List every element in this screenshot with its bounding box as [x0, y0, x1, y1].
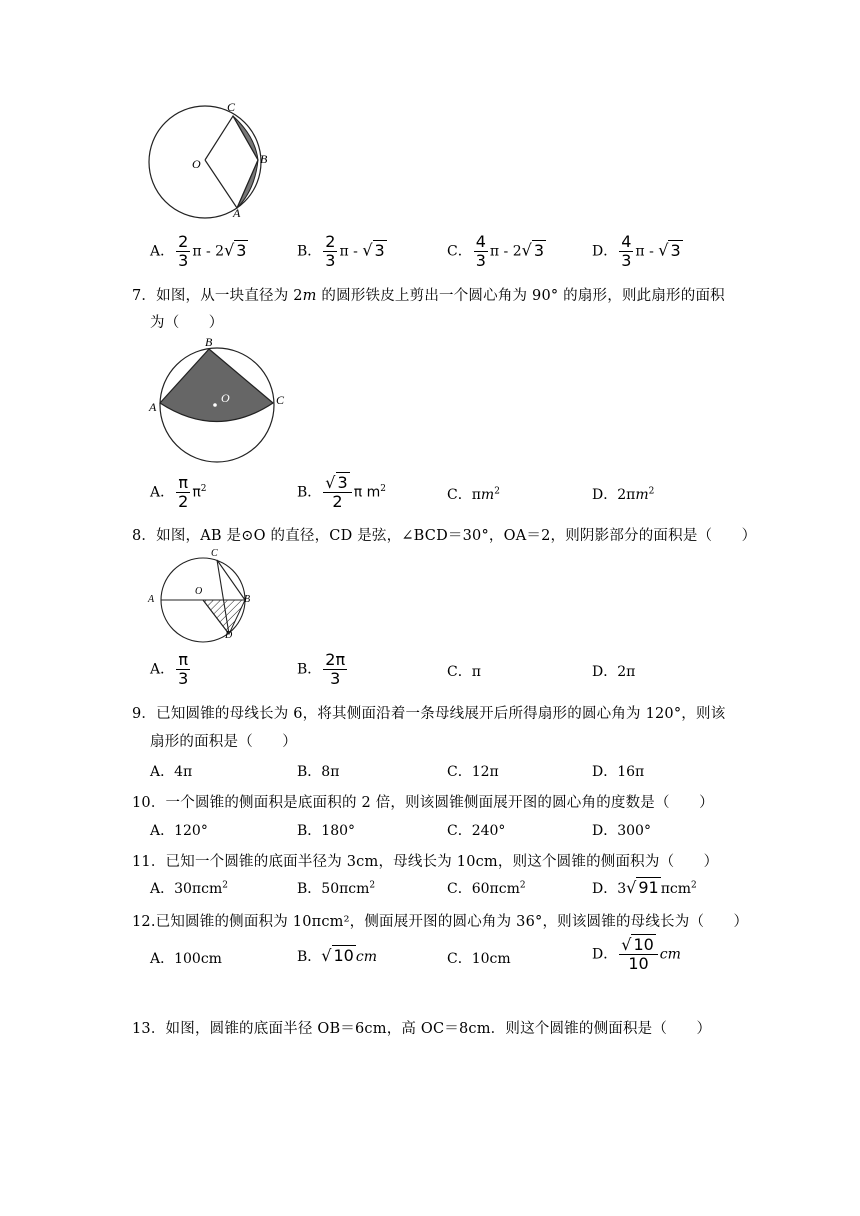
q8-option-d[interactable]: D．2π: [592, 664, 636, 680]
q6-options: [150, 233, 730, 273]
q10-option-a[interactable]: A．120°: [150, 823, 208, 839]
q7-stem-line2: 为（ ）: [150, 315, 224, 331]
q9-option-d[interactable]: D．16π: [592, 764, 645, 780]
fraction: $\frac{2}{3}$: [178, 232, 189, 270]
q8-option-c[interactable]: C．π: [447, 664, 481, 680]
fraction: $\frac{2\pi}{3}$: [325, 650, 346, 688]
q9-option-a[interactable]: A．4π: [150, 764, 193, 780]
q11-option-b[interactable]: B．50πcm$^2$: [297, 880, 376, 897]
q6-option-b[interactable]: B． $\frac{2}{3}$ π - √ 3: [297, 232, 385, 270]
label-c: C: [227, 100, 236, 114]
q10-options: [150, 820, 730, 840]
label-d: D: [225, 630, 233, 641]
q9-stem-line1: 9．已知圆锥的母线长为 6，将其侧面沿着一条母线展开后所得扇形的圆心角为 120°，则该: [132, 706, 726, 722]
q13-stem: 13．如图，圆锥的底面半径 OB＝6cm，高 OC＝8cm．则这个圆锥的侧面积是（ ）: [132, 1021, 712, 1037]
q6-figure: [145, 100, 280, 222]
q8-figure: [145, 548, 260, 648]
fraction: $\frac{2}{3}$: [325, 232, 336, 270]
q11-option-d[interactable]: D．3√ 91 πcm$^2$: [592, 878, 697, 897]
q12-option-c[interactable]: C．10cm: [447, 951, 511, 967]
q6-option-d[interactable]: D． $\frac{4}{3}$ π - √ 3: [592, 232, 681, 270]
q12-option-a[interactable]: A．100cm: [150, 951, 222, 967]
q9-option-c[interactable]: C．12π: [447, 764, 499, 780]
label-b: B: [244, 594, 251, 605]
fraction: $\frac{√ 3}{2}$: [323, 474, 351, 511]
q12-options: [150, 936, 730, 982]
q7-options: [150, 474, 730, 514]
fraction: $\frac{4}{3}$: [621, 232, 632, 270]
q7-figure: [145, 335, 295, 465]
fraction: $\frac{4}{3}$: [475, 232, 486, 270]
label-b: B: [260, 152, 268, 166]
label-o: O: [192, 157, 201, 171]
label-o: O: [195, 586, 203, 597]
q7-option-d[interactable]: D．$2\pi m^2$: [592, 486, 655, 503]
q12-option-b[interactable]: B．√ 10 cm: [297, 946, 377, 965]
fraction: $\frac{\pi}{2}$: [178, 473, 189, 511]
q10-option-d[interactable]: D．300°: [592, 823, 651, 839]
q8-options: [150, 651, 730, 691]
q8-option-a[interactable]: A． $\frac{\pi}{3}$: [150, 650, 189, 688]
label-o: O: [221, 391, 230, 405]
q11-option-c[interactable]: C．60πcm$^2$: [447, 880, 526, 897]
q10-option-c[interactable]: C．240°: [447, 823, 506, 839]
label-a: A: [148, 594, 155, 605]
q7-stem-line1: 7．如图，从一块直径为 2m 的圆形铁皮上剪出一个圆心角为 90° 的扇形，则此扇形的面积: [132, 288, 725, 304]
q7-option-a[interactable]: A． $\frac{\pi}{2}$ $\pi^2$: [150, 473, 207, 511]
label-c: C: [276, 393, 285, 407]
q11-option-a[interactable]: A．30πcm$^2$: [150, 880, 228, 897]
q9-option-b[interactable]: B．8π: [297, 764, 340, 780]
label-a: A: [149, 400, 157, 414]
q11-stem: 11．已知一个圆锥的底面半径为 3cm，母线长为 10cm，则这个圆锥的侧面积为（ ）: [132, 854, 719, 870]
q9-options: [150, 761, 730, 781]
q7-option-b[interactable]: B． $\frac{√ 3}{2}$ π $m^2$: [297, 473, 386, 511]
q7-option-c[interactable]: C．$\pi m^2$: [447, 486, 500, 503]
q10-option-b[interactable]: B．180°: [297, 823, 356, 839]
label-b: B: [205, 335, 213, 349]
q8-option-b[interactable]: B． $\frac{2\pi}{3}$: [297, 650, 346, 688]
q6-option-c[interactable]: C． $\frac{4}{3}$ π - 2√ 3: [447, 232, 545, 270]
q10-stem: 10．一个圆锥的侧面积是底面积的 2 倍，则该圆锥侧面展开图的圆心角的度数是（ ）: [132, 795, 714, 811]
q12-option-d[interactable]: D． $\frac{√ 10}{10}$ cm: [592, 935, 681, 973]
q11-options: [150, 878, 730, 900]
q8-circle-diagram: [145, 548, 260, 648]
q6-option-a[interactable]: A． $\frac{2}{3}$ π - 2√ 3: [150, 232, 247, 270]
q12-stem: 12.已知圆锥的侧面积为 10πcm²，侧面展开图的圆心角为 36°，则该圆锥的母线长为（ ）: [132, 914, 749, 930]
q7-sector-diagram: [145, 335, 295, 465]
q9-stem-line2: 扇形的面积是（ ）: [150, 734, 297, 750]
q8-stem: 8．如图，AB 是⊙O 的直径，CD 是弦，∠BCD＝30°，OA＝2，则阴影部分的面积是（ ）: [132, 528, 757, 544]
fraction: $\frac{\pi}{3}$: [178, 650, 189, 688]
fraction: $\frac{√ 10}{10}$: [619, 936, 658, 973]
label-c: C: [211, 548, 218, 559]
label-a: A: [233, 206, 241, 220]
